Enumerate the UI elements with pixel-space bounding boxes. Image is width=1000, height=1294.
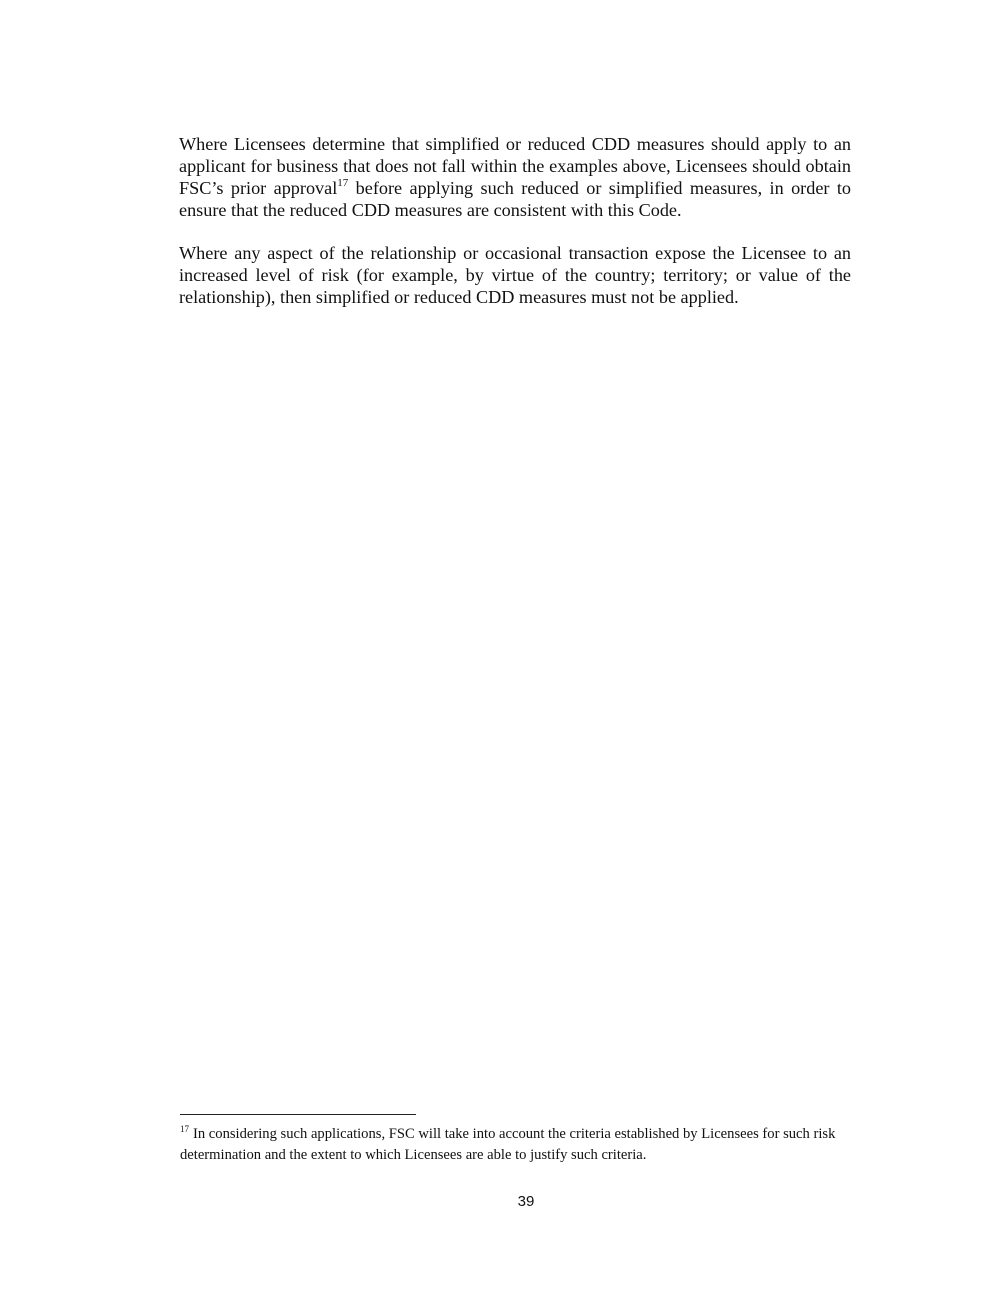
footnote-separator (180, 1114, 416, 1115)
paragraph-text: Where Licensees determine that simplified or reduced CDD measures should apply to an applicant for business that does not fall within the examples above, Licensees should obtain FSC’s prior approval (179, 134, 851, 198)
paragraph-text: before applying such reduced or simplified measures, in order to ensure that the reduced CDD measures are consistent with this Code. (179, 178, 851, 220)
paragraph-increased-risk (179, 242, 851, 308)
footnote (180, 1124, 880, 1166)
footnote-text: In considering such applications, FSC will take into account the criteria established by Licensees for such risk determination and the extent to which Licensees are able to justify such criteria. (180, 1126, 836, 1163)
paragraph-text: Where any aspect of the relationship or occasional transaction expose the Licensee to an increased level of risk (for example, by virtue of the country; territory; or value of the relationship), then simplified or reduced CDD measures must not be applied. (179, 243, 851, 307)
page-number: 39 (517, 1193, 535, 1210)
paragraph-simplified-cdd-approval (179, 133, 851, 221)
footnote-reference[interactable]: 17 (337, 176, 349, 189)
footnote-number: 17 (180, 1124, 189, 1135)
